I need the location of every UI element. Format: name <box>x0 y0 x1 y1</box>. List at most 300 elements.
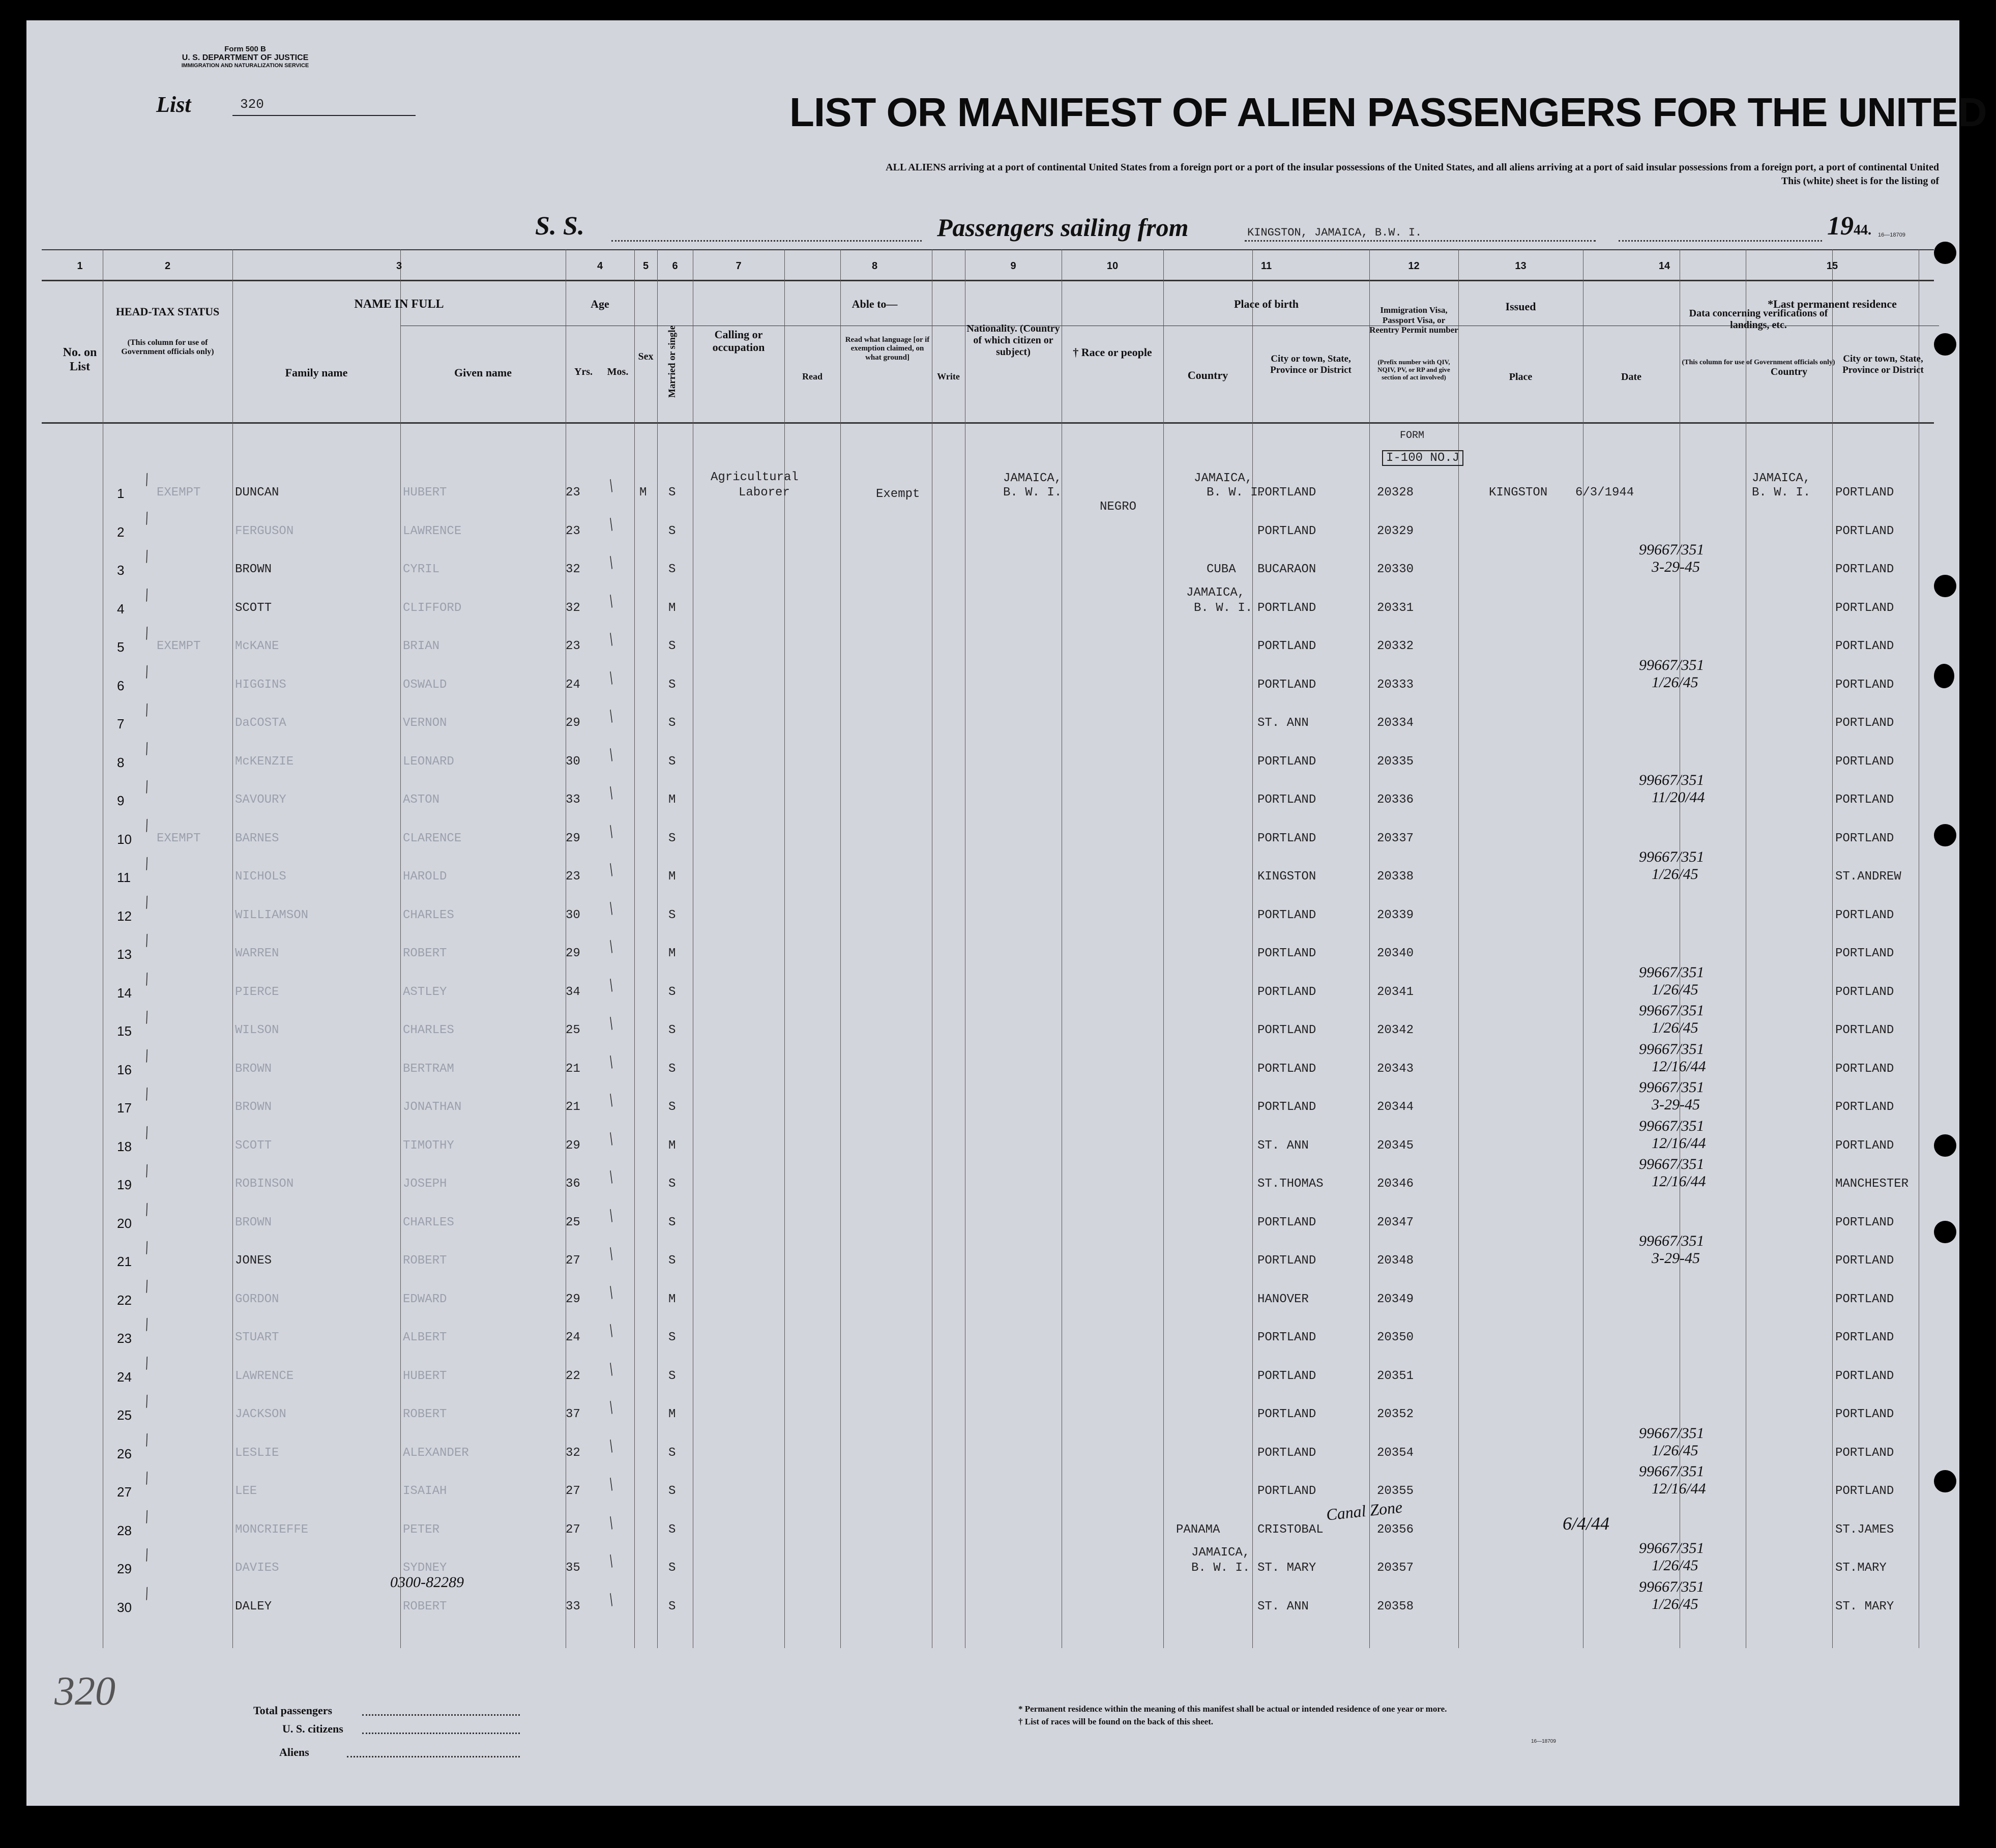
tick-mark-icon: / <box>603 1168 619 1187</box>
manifest-subtitle-2: This (white) sheet is for the listing of <box>1781 175 1939 187</box>
form-header <box>149 45 342 69</box>
check-mark-icon: / <box>140 1545 153 1565</box>
row-number: 13 <box>117 947 132 962</box>
calling-line-1: Agricultural <box>711 471 799 484</box>
check-mark-icon: / <box>140 624 153 643</box>
given-name: ROBERT <box>403 1407 447 1421</box>
verification-number: 99667/351 <box>1639 1117 1705 1134</box>
given-name: HUBERT <box>403 1369 447 1383</box>
given-name: EDWARD <box>403 1292 447 1306</box>
residence-city: PORTLAND <box>1835 1138 1894 1153</box>
marital-status: S <box>668 563 676 576</box>
birth-city: ST. ANN <box>1257 716 1309 730</box>
given-name: CHARLES <box>403 1023 454 1037</box>
given-name: ROBERT <box>403 1599 447 1614</box>
marital-status: S <box>668 1331 676 1344</box>
verification-date: 12/16/44 <box>1652 1134 1706 1152</box>
given-name: ASTLEY <box>403 985 447 999</box>
given-name: JOSEPH <box>403 1177 447 1191</box>
verification-date: 1/26/45 <box>1652 673 1698 691</box>
header-able-to: Able to— <box>852 298 898 310</box>
visa-number: 20346 <box>1377 1177 1414 1191</box>
tick-mark-icon: / <box>603 861 619 879</box>
header-no-on-list: No. on List <box>63 346 97 373</box>
service-name: IMMIGRATION AND NATURALIZATION SERVICE <box>181 63 309 69</box>
given-name: ALBERT <box>403 1331 447 1344</box>
row-number: 9 <box>117 793 125 808</box>
birth-country-line-1: JAMAICA, <box>1194 472 1253 485</box>
birth-city: PORTLAND <box>1257 601 1316 615</box>
tick-mark-icon: / <box>603 515 619 534</box>
visa-number: 20340 <box>1377 947 1414 960</box>
header-city-town: City or town, State, Province or District <box>1270 354 1352 375</box>
age-years: 23 <box>566 639 580 653</box>
row-number: 30 <box>117 1599 132 1615</box>
head-tax-status: EXEMPT <box>157 831 201 845</box>
visa-number: 20354 <box>1377 1446 1414 1460</box>
check-mark-icon: / <box>140 739 153 758</box>
family-name: DAVIES <box>235 1561 279 1575</box>
row-number: 4 <box>117 601 125 617</box>
marital-status: S <box>668 754 676 769</box>
visa-number: 20335 <box>1377 754 1414 769</box>
family-name: SAVOURY <box>235 793 286 807</box>
form-number: I-100 NO.J <box>1382 450 1463 466</box>
year-prefix: 19 <box>1827 212 1854 241</box>
verification-number: 99667/351 <box>1639 1079 1705 1096</box>
row-number: 14 <box>117 985 132 1001</box>
ship-name-line <box>611 240 922 242</box>
check-mark-icon: / <box>140 854 153 874</box>
residence-city: PORTLAND <box>1835 716 1894 730</box>
verification-date: 3-29-45 <box>1652 559 1700 575</box>
marital-status: M <box>668 1407 676 1421</box>
verification-number: 99667/351 <box>1639 1233 1705 1249</box>
tick-mark-icon: / <box>603 976 619 994</box>
ss-label: S. S. <box>535 212 584 241</box>
residence-city: ST. MARY <box>1835 1599 1894 1614</box>
column-number: 3 <box>396 260 402 272</box>
age-years: 34 <box>566 985 580 999</box>
nationality-line-2: B. W. I. <box>1003 486 1062 500</box>
family-name: DUNCAN <box>235 486 279 500</box>
header-visa: Immigration Visa, Passport Visa, or Reentry Permit number <box>1369 305 1458 335</box>
verification-number: 99667/351 <box>1639 848 1705 865</box>
marital-status: S <box>668 1254 676 1268</box>
footer-form-code: 16—18709 <box>1531 1739 1556 1744</box>
age-years: 29 <box>566 716 580 730</box>
marital-status: S <box>668 831 676 845</box>
row-number: 20 <box>117 1215 132 1231</box>
birth-country-line-2: B. W. I. <box>1191 1561 1250 1575</box>
age-years: 29 <box>566 831 580 845</box>
family-name: LEE <box>235 1484 257 1498</box>
footnote-residence: * Permanent residence within the meaning of this manifest shall be actual or intended residence of one year or more. <box>1018 1704 1447 1714</box>
family-name: JACKSON <box>235 1407 286 1421</box>
header-read-language: Read what language [or if exemption claimed, on what ground] <box>845 336 930 362</box>
visa-number: 20351 <box>1377 1369 1414 1383</box>
check-mark-icon: / <box>140 931 153 951</box>
verification-number: 99667/351 <box>1639 656 1705 673</box>
marital-status: M <box>668 793 676 807</box>
column-divider <box>784 249 785 1648</box>
row-number: 11 <box>117 870 131 885</box>
verification-number: 99667/351 <box>1639 1463 1705 1480</box>
residence-city: PORTLAND <box>1835 1369 1894 1383</box>
marital-status: M <box>668 947 676 960</box>
column-number: 4 <box>597 260 603 272</box>
family-name: SCOTT <box>235 1138 272 1153</box>
age-years: 29 <box>566 1292 580 1306</box>
punch-hole <box>1934 333 1956 356</box>
row-number: 6 <box>117 678 125 693</box>
tick-mark-icon: / <box>603 1091 619 1110</box>
residence-city: PORTLAND <box>1835 1023 1894 1037</box>
age-years: 21 <box>566 1100 580 1114</box>
tick-mark-icon: / <box>603 784 619 803</box>
row-number: 15 <box>117 1023 132 1039</box>
age-years: 33 <box>566 1599 580 1614</box>
birth-city: ST.THOMAS <box>1257 1177 1324 1191</box>
visa-number: 20350 <box>1377 1331 1414 1344</box>
family-name: DALEY <box>235 1599 272 1614</box>
age-years: 30 <box>566 754 580 769</box>
birth-country: CUBA <box>1207 563 1236 576</box>
list-label: List <box>156 92 191 117</box>
marital-status: S <box>668 1599 676 1614</box>
marital-status: S <box>668 1062 676 1076</box>
table-top-rule <box>42 249 1934 250</box>
header-country: Country <box>1187 369 1228 382</box>
check-mark-icon: / <box>140 1507 153 1527</box>
age-years: 25 <box>566 1023 580 1037</box>
tick-mark-icon: / <box>603 746 619 764</box>
verification-date: 1/26/45 <box>1652 1595 1698 1612</box>
given-name: ALEXANDER <box>403 1446 469 1460</box>
birth-country-line-2: B. W. I. <box>1194 601 1253 615</box>
verification-date: 12/16/44 <box>1652 1058 1706 1075</box>
row-number: 17 <box>117 1100 132 1116</box>
residence-city: PORTLAND <box>1835 1292 1894 1306</box>
row-number: 8 <box>117 754 125 770</box>
birth-city: PORTLAND <box>1257 524 1316 538</box>
residence-city: MANCHESTER <box>1835 1177 1909 1191</box>
column-number: 1 <box>77 260 83 272</box>
header-res-city: City or town, State, Province or District <box>1842 354 1924 375</box>
tick-mark-icon: / <box>603 1591 619 1609</box>
family-name: STUART <box>235 1331 279 1344</box>
residence-city: PORTLAND <box>1835 524 1894 538</box>
marital-status: S <box>668 908 676 922</box>
column-number: 2 <box>164 260 171 272</box>
birth-city: ST. ANN <box>1257 1599 1309 1614</box>
verification-number: 99667/351 <box>1639 1578 1705 1595</box>
tick-mark-icon: / <box>603 1014 619 1033</box>
handwritten-total: 320 <box>54 1669 115 1714</box>
visa-number: 20330 <box>1377 563 1414 576</box>
birth-city: PORTLAND <box>1257 1369 1316 1383</box>
visa-number: 20329 <box>1377 524 1414 538</box>
tick-mark-icon: / <box>603 1207 619 1225</box>
given-name: CHARLES <box>403 908 454 922</box>
marital-status: S <box>668 524 676 538</box>
column-number: 10 <box>1106 260 1119 272</box>
calling-line-2: Laborer <box>739 486 790 500</box>
check-mark-icon: / <box>140 1584 153 1603</box>
residence-city: PORTLAND <box>1835 486 1894 500</box>
check-mark-icon: / <box>140 1238 153 1258</box>
visa-number: 20339 <box>1377 908 1414 922</box>
family-name: SCOTT <box>235 601 272 615</box>
column-divider <box>840 249 841 1648</box>
column-number: 9 <box>1010 260 1016 272</box>
residence-city: PORTLAND <box>1835 754 1894 769</box>
family-name: BROWN <box>235 563 272 576</box>
visa-number: 20342 <box>1377 1023 1414 1037</box>
age-years: 24 <box>566 1331 580 1344</box>
given-name: HUBERT <box>403 486 447 500</box>
punch-hole <box>1934 1470 1956 1492</box>
age-years: 27 <box>566 1254 580 1268</box>
column-number: 12 <box>1408 260 1420 272</box>
column-number: 11 <box>1260 260 1272 272</box>
header-yrs: Yrs. <box>574 366 593 377</box>
marital-status: S <box>668 1100 676 1114</box>
head-tax-status: EXEMPT <box>157 486 201 500</box>
column-number: 6 <box>672 260 678 272</box>
family-name: McKANE <box>235 639 279 653</box>
given-name: ASTON <box>403 793 440 807</box>
residence-city: PORTLAND <box>1835 1254 1894 1268</box>
marital-status: M <box>668 1138 676 1153</box>
age-years: 29 <box>566 1138 580 1153</box>
year-suffix: 44. <box>1854 222 1871 238</box>
tick-mark-icon: / <box>603 823 619 841</box>
check-mark-icon: / <box>140 585 153 605</box>
tick-mark-icon: / <box>603 899 619 918</box>
family-name: BROWN <box>235 1062 272 1076</box>
residence-city: PORTLAND <box>1835 1331 1894 1344</box>
handwritten-issued-date: 6/4/44 <box>1563 1513 1610 1534</box>
total-passengers-label: Total passengers <box>253 1704 333 1717</box>
header-race: † Race or people <box>1073 346 1152 359</box>
row-number: 18 <box>117 1138 132 1154</box>
verification-number: 99667/351 <box>1639 1424 1705 1442</box>
age-years: 36 <box>566 1177 580 1191</box>
birth-city: PORTLAND <box>1257 831 1316 845</box>
age-years: 32 <box>566 563 580 576</box>
check-mark-icon: / <box>140 470 153 490</box>
marital-status: S <box>668 1522 676 1537</box>
header-place: Place <box>1509 371 1533 383</box>
row-number: 12 <box>117 908 132 924</box>
row-number: 28 <box>117 1522 132 1538</box>
given-name: CLARENCE <box>403 831 462 845</box>
header-write: Write <box>937 371 960 382</box>
verification-number: 99667/351 <box>1639 541 1705 558</box>
row-number: 19 <box>117 1177 132 1192</box>
residence-city: PORTLAND <box>1835 985 1894 999</box>
visa-number: 20338 <box>1377 870 1414 884</box>
birth-city: PORTLAND <box>1257 1100 1316 1114</box>
birth-city: PORTLAND <box>1257 1331 1316 1344</box>
birth-city: PORTLAND <box>1257 1215 1316 1229</box>
marital-status: M <box>668 870 676 884</box>
birth-city: PORTLAND <box>1257 908 1316 922</box>
birth-city: PORTLAND <box>1257 678 1316 692</box>
head-tax-status: EXEMPT <box>157 639 201 653</box>
residence-city: PORTLAND <box>1835 793 1894 807</box>
sailing-label: Passengers sailing from <box>937 213 1189 242</box>
aliens-label: Aliens <box>279 1746 309 1758</box>
form-number: Form 500 B <box>224 45 266 53</box>
family-name: FERGUSON <box>235 524 294 538</box>
issued-place: KINGSTON <box>1489 486 1548 500</box>
age-years: 33 <box>566 793 580 807</box>
row-number: 5 <box>117 639 125 655</box>
marital-status: M <box>668 601 676 615</box>
birth-city: KINGSTON <box>1257 870 1316 884</box>
manifest-sheet <box>26 20 1987 1806</box>
check-mark-icon: / <box>140 1200 153 1219</box>
verification-date: 1/26/45 <box>1652 1019 1698 1036</box>
check-mark-icon: / <box>140 662 153 682</box>
residence-city: PORTLAND <box>1835 1100 1894 1114</box>
tick-mark-icon: / <box>603 1552 619 1571</box>
sex: M <box>639 486 647 500</box>
birth-city: ST. ANN <box>1257 1138 1309 1153</box>
header-age: Age <box>591 298 609 310</box>
check-mark-icon: / <box>140 509 153 528</box>
age-years: 32 <box>566 601 580 615</box>
visa-number: 20348 <box>1377 1254 1414 1268</box>
year-label <box>1827 211 1871 241</box>
column-number: 13 <box>1515 260 1527 272</box>
punch-hole <box>1934 242 1956 264</box>
visa-number: 20352 <box>1377 1407 1414 1421</box>
form-label: FORM <box>1400 430 1425 442</box>
tick-mark-icon: / <box>603 1322 619 1340</box>
verification-date: 12/16/44 <box>1652 1173 1706 1190</box>
birth-country-line-2: B. W. I. <box>1207 486 1266 500</box>
total-passengers-line <box>362 1714 520 1716</box>
family-name: WILSON <box>235 1023 279 1037</box>
header-given-name: Given name <box>454 366 512 379</box>
row-number: 23 <box>117 1331 132 1346</box>
age-years: 23 <box>566 486 580 500</box>
visa-number: 20355 <box>1377 1484 1414 1498</box>
visa-number: 20333 <box>1377 678 1414 692</box>
residence-city: PORTLAND <box>1835 1062 1894 1076</box>
tick-mark-icon: / <box>603 937 619 956</box>
header-calling: Calling or occupation <box>712 328 765 354</box>
check-mark-icon: / <box>140 816 153 835</box>
given-name: PETER <box>403 1522 440 1537</box>
tick-mark-icon: / <box>603 553 619 572</box>
row-number: 1 <box>117 486 125 501</box>
tick-mark-icon: / <box>603 1437 619 1455</box>
check-mark-icon: / <box>140 1392 153 1412</box>
visa-number: 20347 <box>1377 1215 1414 1229</box>
header-issued: Issued <box>1505 300 1536 313</box>
row-number: 3 <box>117 563 125 578</box>
residence-city: PORTLAND <box>1835 831 1894 845</box>
visa-number: 20334 <box>1377 716 1414 730</box>
tick-mark-icon: / <box>603 1514 619 1532</box>
birth-country: PANAMA <box>1176 1522 1220 1537</box>
marital-status: S <box>668 1023 676 1037</box>
check-mark-icon: / <box>140 1008 153 1028</box>
birth-city: PORTLAND <box>1257 754 1316 769</box>
age-years: 23 <box>566 524 580 538</box>
given-name: CHARLES <box>403 1215 454 1229</box>
column-divider <box>1252 249 1253 1648</box>
residence-city: ST.MARY <box>1835 1561 1887 1575</box>
row-number: 16 <box>117 1062 132 1077</box>
column-divider <box>1832 249 1833 1648</box>
family-name: MONCRIEFFE <box>235 1522 309 1537</box>
marital-status: M <box>668 1292 676 1306</box>
header-verification-note: (This column for use of Government officials only) <box>1682 359 1835 366</box>
visa-number: 20336 <box>1377 793 1414 807</box>
tick-mark-icon: / <box>603 1130 619 1148</box>
check-mark-icon: / <box>140 1430 153 1450</box>
header-married: Married or single <box>667 325 678 398</box>
residence-city: PORTLAND <box>1835 1446 1894 1460</box>
header-bottom-rule <box>42 422 1934 424</box>
tick-mark-icon: / <box>603 707 619 726</box>
check-mark-icon: / <box>140 1354 153 1373</box>
tick-mark-icon: / <box>603 477 619 495</box>
visa-number: 20344 <box>1377 1100 1414 1114</box>
birth-city: HANOVER <box>1257 1292 1309 1306</box>
age-years: 35 <box>566 1561 580 1575</box>
age-years: 37 <box>566 1407 580 1421</box>
birth-country-line-1: JAMAICA, <box>1191 1546 1250 1560</box>
header-sex: Sex <box>638 351 654 362</box>
header-verification: Data concerning verifications of landings, etc. <box>1689 308 1828 331</box>
visa-number: 20337 <box>1377 831 1414 845</box>
column-number: 7 <box>736 260 742 272</box>
residence-city: PORTLAND <box>1835 908 1894 922</box>
race: NEGRO <box>1100 500 1137 514</box>
header-read: Read <box>802 371 823 382</box>
given-name: LEONARD <box>403 754 454 769</box>
marital-status: S <box>668 1215 676 1229</box>
check-mark-icon: / <box>140 1046 153 1066</box>
nationality-line-1: JAMAICA, <box>1003 472 1062 485</box>
family-name: BROWN <box>235 1215 272 1229</box>
given-name: TIMOTHY <box>403 1138 454 1153</box>
given-name: ISAIAH <box>403 1484 447 1498</box>
family-name: WARREN <box>235 947 279 960</box>
port-line <box>1245 240 1596 242</box>
birth-city: PORTLAND <box>1257 1407 1316 1421</box>
birth-city: BUCARAON <box>1257 563 1316 576</box>
header-nationality: Nationality. (Country of which citizen or subject) <box>966 323 1060 358</box>
given-name: HAROLD <box>403 870 447 884</box>
row-number: 7 <box>117 716 125 731</box>
header-family-name: Family name <box>285 366 348 379</box>
column-divider <box>232 249 233 1648</box>
verification-number: 99667/351 <box>1639 1540 1705 1557</box>
age-years: 23 <box>566 870 580 884</box>
age-years: 25 <box>566 1215 580 1229</box>
given-name: VERNON <box>403 716 447 730</box>
header-head-tax-note: (This column for use of Government officials only) <box>121 338 214 357</box>
manifest-subtitle-1: ALL ALIENS arriving at a port of continental United States from a foreign port or a port of the insular possessions of the United States, and all aliens arriving at a port of said insular possessions from a foreign port, a port of continental United <box>886 162 1939 173</box>
residence-city: PORTLAND <box>1835 947 1894 960</box>
